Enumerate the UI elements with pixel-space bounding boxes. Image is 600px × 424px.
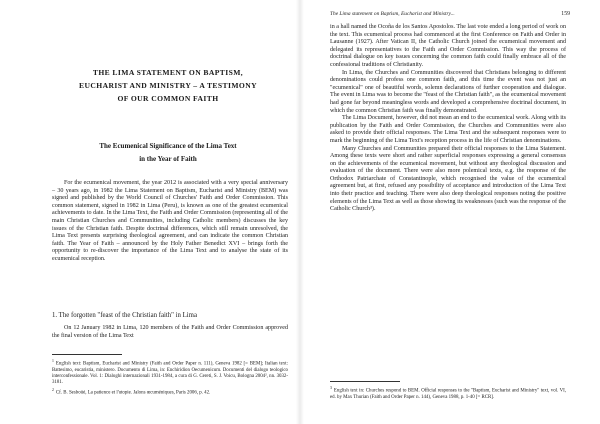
running-head: The Lima statement on Baptism, Eucharist and Ministry... bbox=[330, 11, 455, 17]
book-gutter bbox=[296, 0, 304, 424]
footnote bbox=[52, 358, 288, 386]
chapter-title bbox=[52, 66, 284, 105]
footnote-rule bbox=[330, 381, 400, 382]
footnote bbox=[52, 387, 288, 397]
footnote-number: 3 bbox=[330, 386, 332, 390]
chapter-title-line: OF OUR COMMON FAITH bbox=[117, 94, 219, 103]
chapter-subtitle-line: The Ecumenical Significance of the Lima Text bbox=[99, 142, 237, 150]
section-heading: 1. The forgotten "feast of the Christian faith" in Lima bbox=[52, 312, 197, 319]
chapter-subtitle-line: in the Year of Faith bbox=[139, 155, 197, 163]
intro-paragraph: For the ecumenical movement, the year 2012 is associated with a very special anniversary – 30 years ago, in 1982 the Lima Statement on Baptism, Eucharist and Ministry (BEM) was signed and published by the World Council of Churches' Faith and Order Commission. This common statement, signed in 1982 in Lima (Peru), is known as one of the greatest ecumenical achievements to date. In the Lima Text, the Faith and Order Commission (representing all of the main Christian Churches and Communities, including Catholic members) discusses the key issues of the Christian faith. Despite doctrinal differences, which still remain unresolved, the Lima Text presents surprising theological agreement, and can indicate the common Christian faith. The Year of Faith – announced by the Holy Father Benedict XVI – brings forth the opportunity to re-discover the importance of the Lima Text and to analyse the state of its ecumenical reception. bbox=[52, 180, 288, 262]
body-paragraph: In Lima, the Churches and Communities discovered that Christians belonging to different denominations could profess one common faith, and this time the event was not just an "ecumenical" one of beautiful words, solemn declarations of further cooperation and dialogue. The event in Lima was to become the "feast of the Christian faith", as the ecumenical movement had gone far beyond meaningless words and developed a comprehensive doctrinal document, in which the common Christian faith was finally demonstrated. bbox=[330, 69, 566, 114]
body-paragraph: in a hall named the Ocoña de los Santos Apostolos. The last vote ended a long period of work on the text. This ecumenical process had commenced at the first Conference on Faith and Order in Lausanne (1927). After Vatican II, the Catholic Church joined the ecumenical movement and delegated its representatives to the Faith and Order Commission. This way the process of doctrinal dialogue on key issues concerning the common faith could finally embrace all of the confessional traditions of Christianity. bbox=[330, 24, 566, 68]
footnote-number: 1 bbox=[52, 359, 54, 363]
footnotes-right bbox=[330, 385, 566, 402]
chapter-title-line: THE LIMA STATEMENT ON BAPTISM, bbox=[92, 68, 244, 77]
body-paragraph: The Lima Document, however, did not mean an end to the ecumenical work. Along with its publication by the Faith and Order Commission, the Churches and Communities were also asked to provide their official responses. The Lima Text and the subsequent responses were to mark the beginning of the Lima Text's reception process in the life of Christian denominations. bbox=[330, 115, 566, 144]
footnote-number: 2 bbox=[52, 388, 54, 393]
body-paragraph: Many Churches and Communities prepared their official responses to the Lima Statement. Among these texts were short and rather superficial responses expressing a general consensus on the achievements of the ecumenical movement, but without any theological discussion and evaluation of the document. There were also more polemical texts, e.g. the response of the Orthodox Patriarchate of Constantinople, which recognised the value of the ecumenical agreement but, at first, refused any possibility of acceptance and introduction of the Lima Text into their practice and teaching. There were also deep theological responses noting the positive elements of the Lima Text as well as those showing its weaknesses (such was the response of the Catholic Church³). bbox=[330, 145, 566, 213]
page-number: 159 bbox=[561, 11, 570, 17]
footnotes-left bbox=[52, 358, 288, 398]
footnote-text: Cf. B. Sesboüé, La patience et l'utopie. Jalons œcuméniques, Paris 2006, p. 42. bbox=[55, 391, 211, 397]
footnote-text: English text: Baptism, Eucharist and Ministry (Faith and Order Paper n. 111), Geneva 1982 [= BEM]; Italian text: Battesimo, eucaristia, ministero. Documento di Lima, in: Enchiridion Oecumenicum. Documenti del dialogo teologico interconfessionale. Vol. 1: Dialoghi internazionali 1931-1984, a cura di G. Cereti, S. J. Voicu, Bologna 2004², nn. 3032-3181. bbox=[52, 361, 288, 386]
section-paragraph: On 12 January 1982 in Lima, 120 members of the Faith and Order Commission approved the final version of the Lima Text bbox=[52, 325, 288, 339]
chapter-title-line: EUCHARIST AND MINISTRY – A TESTIMONY bbox=[79, 81, 257, 90]
footnote bbox=[330, 385, 566, 401]
footnote-rule bbox=[52, 354, 122, 355]
chapter-subtitle bbox=[52, 140, 284, 166]
footnote-text: English text in: Churches respond to BEM. Official responses to the "Baptism, Eucharist and Ministry" text, vol. VI, ed. by Max Thurian (Faith and Order Paper n. 144), Geneva 1988, p. 1-40 [= RCR]. bbox=[330, 388, 566, 400]
right-body bbox=[330, 24, 566, 214]
